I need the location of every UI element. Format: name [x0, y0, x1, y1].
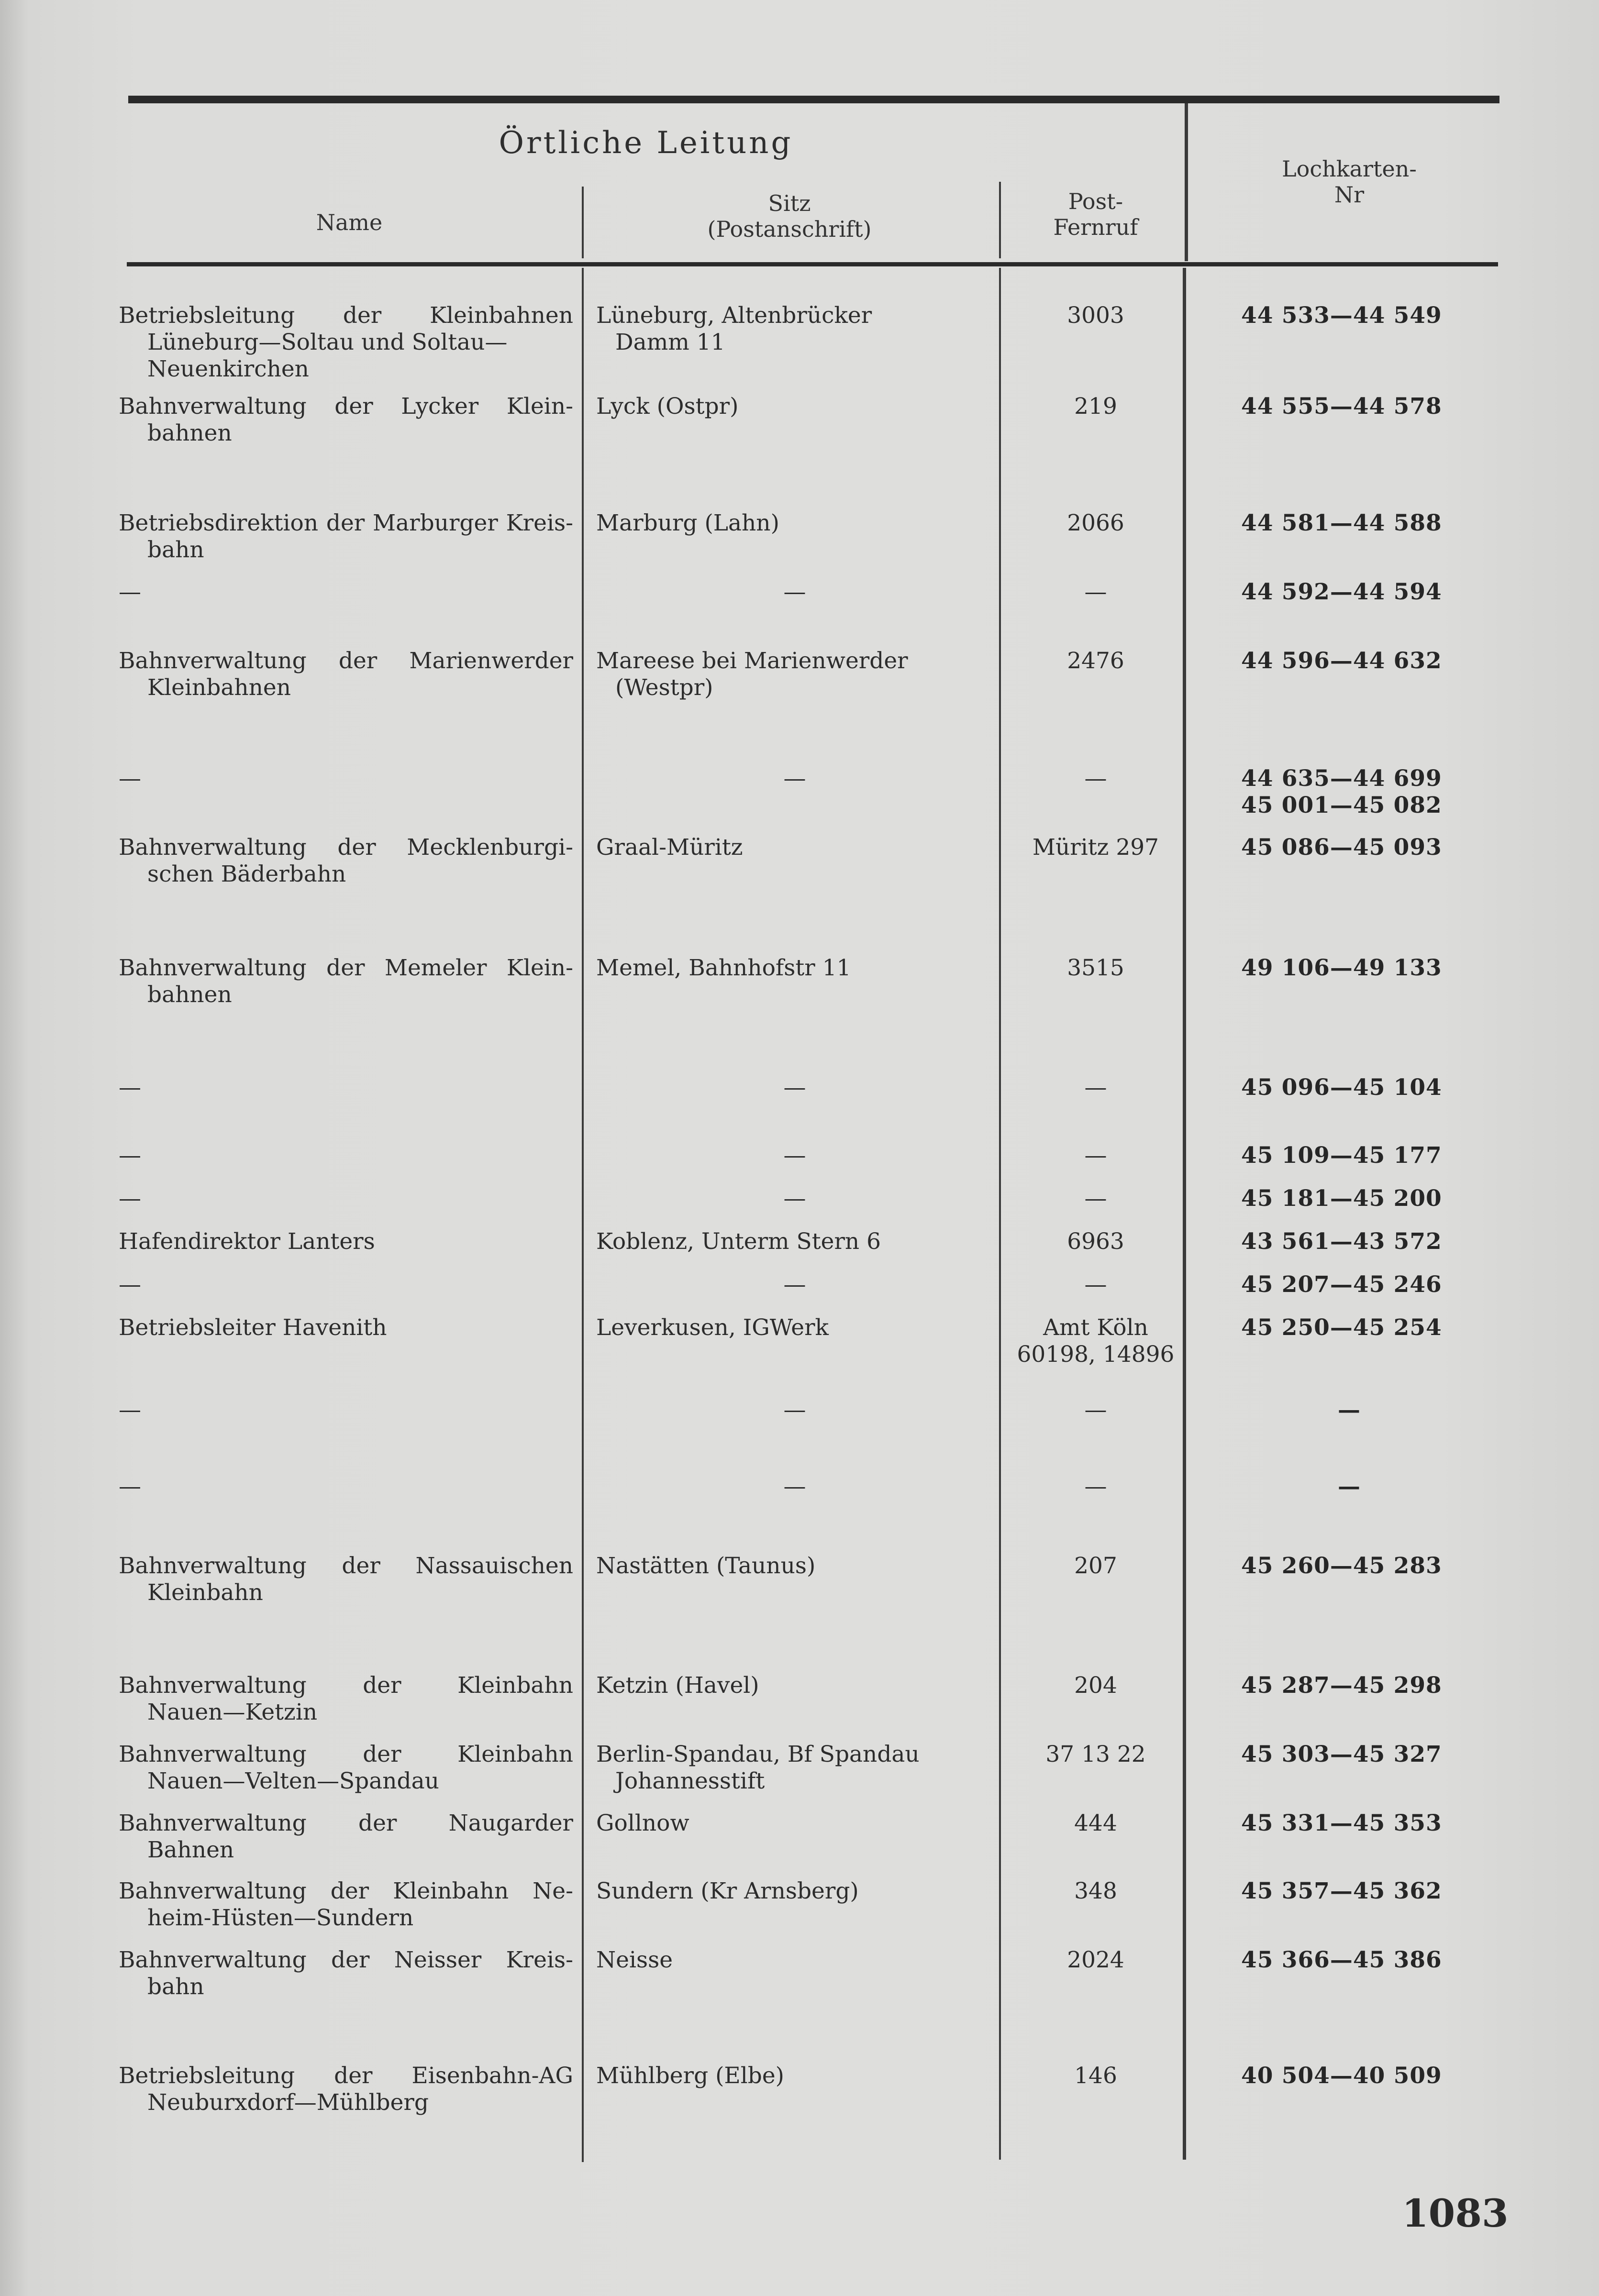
row-3-fernruf-cell	[1014, 510, 1177, 537]
sitz-line: Neisse	[596, 1947, 673, 1973]
row-6-nr-cell	[1241, 765, 1490, 819]
name-line: Bahnen	[147, 1837, 234, 1863]
sitz-line: Lyck (Ostpr)	[596, 393, 739, 419]
row-3-nr-cell	[1241, 510, 1490, 537]
name-line: Nauen—Ketzin	[147, 1699, 318, 1725]
fernruf-line: 204	[1074, 1672, 1117, 1699]
column-header-fernruf: Post- Fernruf	[1053, 188, 1138, 240]
name-line: —	[119, 765, 141, 792]
row-13-nr-cell	[1241, 1271, 1490, 1298]
sitz-line: Gollnow	[596, 1810, 689, 1836]
row-3-sitz-cell	[596, 510, 993, 537]
row-16-nr-cell	[1215, 1473, 1483, 1500]
name-line: Neuburxdorf—Mühlberg	[147, 2089, 429, 2116]
header-bottom-rule	[127, 262, 1498, 266]
sitz-line: Leverkusen, IGWerk	[596, 1314, 829, 1341]
row-21-nr-cell	[1241, 1878, 1490, 1905]
nr-line: 45 303—45 327	[1241, 1741, 1442, 1767]
name-line: Bahnverwaltung der Kleinbahn	[119, 1741, 573, 1767]
nr-line: —	[1338, 1397, 1361, 1423]
name-line: Hafendirektor Lanters	[119, 1228, 375, 1255]
row-23-sitz-cell	[596, 2063, 993, 2089]
row-15-nr-cell	[1215, 1397, 1483, 1424]
divider-sitz-fernruf-body	[999, 268, 1001, 2160]
name-line: —	[119, 1397, 141, 1423]
name-line: —	[119, 579, 141, 605]
row-7-name-cell	[119, 834, 573, 888]
row-2-sitz-cell	[596, 393, 993, 420]
row-11-sitz-cell	[596, 1185, 993, 1212]
row-15-sitz-cell	[596, 1397, 993, 1424]
fernruf-line: —	[1084, 1074, 1107, 1101]
fernruf-line: —	[1084, 1271, 1107, 1298]
fernruf-line: 207	[1074, 1553, 1117, 1579]
sitz-line: —	[783, 1397, 806, 1423]
row-16-sitz-cell	[596, 1473, 993, 1500]
name-line: Bahnverwaltung der Kleinbahn Ne-	[119, 1878, 573, 1904]
fernruf-line: Amt Köln	[1043, 1314, 1148, 1341]
nr-line: 45 096—45 104	[1241, 1074, 1442, 1101]
row-7-nr-cell	[1241, 834, 1490, 861]
row-17-name-cell	[119, 1553, 573, 1606]
name-line: bahn	[147, 1974, 204, 2000]
row-10-nr-cell	[1241, 1142, 1490, 1169]
row-8-fernruf-cell	[1014, 955, 1177, 982]
row-18-name-cell	[119, 1672, 573, 1726]
divider-sitz-fernruf	[999, 182, 1001, 258]
row-11-fernruf-cell	[1014, 1185, 1177, 1212]
nr-line: 43 561—43 572	[1241, 1228, 1442, 1255]
fernruf-line: Müritz 297	[1032, 834, 1159, 861]
row-10-sitz-cell	[596, 1142, 993, 1169]
name-line: —	[119, 1185, 141, 1212]
row-12-nr-cell	[1241, 1228, 1490, 1255]
nr-line: 45 260—45 283	[1241, 1553, 1442, 1579]
name-line: Neuenkirchen	[147, 356, 309, 382]
row-8-sitz-cell	[596, 955, 993, 982]
sitz-line: (Westpr)	[615, 674, 713, 701]
name-line: Bahnverwaltung der Naugarder	[119, 1810, 573, 1836]
sitz-line: Lüneburg, Altenbrücker	[596, 302, 872, 329]
row-9-nr-cell	[1241, 1074, 1490, 1101]
row-14-name-cell	[119, 1314, 573, 1341]
row-14-fernruf-cell	[1014, 1314, 1177, 1368]
nr-line: 45 287—45 298	[1241, 1672, 1442, 1699]
name-line: —	[119, 1074, 141, 1101]
nr-line: 44 592—44 594	[1241, 579, 1442, 605]
row-10-fernruf-cell	[1014, 1142, 1177, 1169]
sitz-line: Ketzin (Havel)	[596, 1672, 759, 1699]
fernruf-line: 444	[1074, 1810, 1117, 1836]
row-5-sitz-cell	[596, 648, 993, 701]
row-8-name-cell	[119, 955, 573, 1008]
divider-name-sitz-body	[582, 268, 584, 2162]
sitz-line: Marburg (Lahn)	[596, 510, 779, 536]
fernruf-line: —	[1084, 1185, 1107, 1212]
sitz-line: —	[783, 1185, 806, 1212]
row-21-name-cell	[119, 1878, 573, 1932]
divider-fernruf-nr	[1185, 103, 1188, 261]
fernruf-line: 3003	[1067, 302, 1124, 329]
row-23-fernruf-cell	[1014, 2063, 1177, 2089]
column-header-sitz: Sitz (Postanschrift)	[707, 190, 872, 242]
name-line: bahn	[147, 537, 204, 563]
name-line: schen Bäderbahn	[147, 861, 346, 887]
sitz-line: Mareese bei Marienwerder	[596, 648, 908, 674]
row-19-nr-cell	[1241, 1741, 1490, 1768]
fernruf-line: 2066	[1067, 510, 1124, 536]
sitz-line: Graal-Müritz	[596, 834, 743, 861]
name-line: Lüneburg—Soltau und Soltau—	[147, 329, 508, 355]
fernruf-line: 219	[1074, 393, 1117, 419]
row-16-fernruf-cell	[1014, 1473, 1177, 1500]
fernruf-line: 37 13 22	[1045, 1741, 1146, 1767]
row-20-name-cell	[119, 1810, 573, 1864]
nr-line: 44 635—44 699	[1241, 765, 1442, 792]
name-line: Bahnverwaltung der Marienwerder	[119, 648, 573, 674]
fernruf-line: 348	[1074, 1878, 1117, 1904]
row-5-nr-cell	[1241, 648, 1490, 674]
row-22-fernruf-cell	[1014, 1947, 1177, 1974]
row-13-sitz-cell	[596, 1271, 993, 1298]
row-18-sitz-cell	[596, 1672, 993, 1699]
fernruf-line: 60198, 14896	[1017, 1341, 1175, 1368]
sitz-line: —	[783, 1271, 806, 1298]
row-22-sitz-cell	[596, 1947, 993, 1974]
nr-line: 45 331—45 353	[1241, 1810, 1442, 1836]
nr-line: 45 207—45 246	[1241, 1271, 1442, 1298]
sitz-line: —	[783, 1074, 806, 1101]
name-line: Kleinbahnen	[147, 674, 291, 701]
row-11-nr-cell	[1241, 1185, 1490, 1212]
row-19-sitz-cell	[596, 1741, 993, 1795]
fernruf-line: —	[1084, 765, 1107, 792]
fernruf-line: —	[1084, 1473, 1107, 1500]
nr-line: 44 581—44 588	[1241, 510, 1442, 536]
sitz-line: —	[783, 765, 806, 792]
row-21-sitz-cell	[596, 1878, 993, 1905]
row-12-name-cell	[119, 1228, 573, 1255]
page-number: 1083	[1402, 2191, 1509, 2236]
top-rule	[128, 96, 1499, 103]
row-17-nr-cell	[1241, 1553, 1490, 1579]
row-4-sitz-cell	[596, 579, 993, 606]
row-7-sitz-cell	[596, 834, 993, 861]
row-2-name-cell	[119, 393, 573, 447]
row-2-nr-cell	[1241, 393, 1490, 420]
name-line: Bahnverwaltung der Memeler Klein-	[119, 955, 573, 981]
nr-line: 45 366—45 386	[1241, 1947, 1442, 1973]
row-12-sitz-cell	[596, 1228, 993, 1255]
row-5-name-cell	[119, 648, 573, 701]
fernruf-line: 6963	[1067, 1228, 1124, 1255]
sitz-line: —	[783, 579, 806, 605]
name-line: bahnen	[147, 982, 232, 1008]
fernruf-line: 3515	[1067, 955, 1124, 981]
row-6-name-cell	[119, 765, 573, 792]
sitz-line: Johannesstift	[615, 1768, 765, 1794]
fernruf-line: 146	[1074, 2063, 1117, 2089]
column-header-lochkarten: Lochkarten- Nr	[1282, 156, 1417, 208]
row-10-name-cell	[119, 1142, 573, 1169]
name-line: Betriebsleitung der Eisenbahn-AG	[119, 2063, 573, 2089]
row-23-name-cell	[119, 2063, 573, 2116]
name-line: Betriebsleitung der Kleinbahnen	[119, 302, 573, 329]
sitz-line: Sundern (Kr Arnsberg)	[596, 1878, 859, 1904]
row-1-fernruf-cell	[1014, 302, 1177, 329]
fernruf-line: —	[1084, 1397, 1107, 1423]
name-line: Bahnverwaltung der Mecklenburgi-	[119, 834, 573, 861]
divider-fernruf-nr-body	[1183, 268, 1186, 2160]
row-17-sitz-cell	[596, 1553, 993, 1579]
name-line: Betriebsleiter Havenith	[119, 1314, 387, 1341]
row-1-name-cell	[119, 302, 573, 383]
row-2-fernruf-cell	[1014, 393, 1177, 420]
sitz-line: —	[783, 1473, 806, 1500]
table-title: Örtliche Leitung	[499, 125, 793, 161]
fernruf-line: 2024	[1067, 1947, 1124, 1973]
name-line: Bahnverwaltung der Nassauischen	[119, 1553, 573, 1579]
nr-line: 44 555—44 578	[1241, 393, 1442, 419]
row-6-sitz-cell	[596, 765, 993, 792]
row-7-fernruf-cell	[1014, 834, 1177, 861]
name-line: —	[119, 1473, 141, 1500]
row-4-fernruf-cell	[1014, 579, 1177, 606]
row-14-sitz-cell	[596, 1314, 993, 1341]
name-line: —	[119, 1271, 141, 1298]
nr-line: 44 596—44 632	[1241, 648, 1442, 674]
name-line: —	[119, 1142, 141, 1169]
name-line: Betriebsdirektion der Marburger Kreis-	[119, 510, 573, 536]
row-4-name-cell	[119, 579, 573, 606]
nr-line: 45 357—45 362	[1241, 1878, 1442, 1904]
name-line: Bahnverwaltung der Lycker Klein-	[119, 393, 573, 419]
name-line: Kleinbahn	[147, 1579, 263, 1606]
sitz-line: Berlin-Spandau, Bf Spandau	[596, 1741, 920, 1767]
row-3-name-cell	[119, 510, 573, 563]
row-14-nr-cell	[1241, 1314, 1490, 1341]
row-19-name-cell	[119, 1741, 573, 1795]
sitz-line: Mühlberg (Elbe)	[596, 2063, 785, 2089]
row-20-nr-cell	[1241, 1810, 1490, 1837]
row-22-nr-cell	[1241, 1947, 1490, 1974]
row-9-fernruf-cell	[1014, 1074, 1177, 1101]
fernruf-line: —	[1084, 579, 1107, 605]
row-22-name-cell	[119, 1947, 573, 2000]
sitz-line: —	[783, 1142, 806, 1169]
row-13-name-cell	[119, 1271, 573, 1298]
divider-name-sitz	[582, 187, 584, 258]
row-1-sitz-cell	[596, 302, 993, 356]
sitz-line: Damm 11	[615, 329, 725, 355]
row-15-name-cell	[119, 1397, 573, 1424]
nr-line: —	[1338, 1473, 1361, 1500]
row-17-fernruf-cell	[1014, 1553, 1177, 1579]
sitz-line: Koblenz, Unterm Stern 6	[596, 1228, 881, 1255]
fernruf-line: 2476	[1067, 648, 1124, 674]
row-13-fernruf-cell	[1014, 1271, 1177, 1298]
nr-line: 45 250—45 254	[1241, 1314, 1442, 1341]
row-8-nr-cell	[1241, 955, 1490, 982]
row-20-sitz-cell	[596, 1810, 993, 1837]
sitz-line: Memel, Bahnhofstr 11	[596, 955, 851, 981]
nr-line: 45 109—45 177	[1241, 1142, 1442, 1169]
fernruf-line: —	[1084, 1142, 1107, 1169]
row-11-name-cell	[119, 1185, 573, 1212]
row-18-nr-cell	[1241, 1672, 1490, 1699]
nr-line: 49 106—49 133	[1241, 955, 1442, 981]
row-21-fernruf-cell	[1014, 1878, 1177, 1905]
row-4-nr-cell	[1241, 579, 1490, 606]
row-5-fernruf-cell	[1014, 648, 1177, 674]
name-line: Bahnverwaltung der Kleinbahn	[119, 1672, 573, 1699]
row-20-fernruf-cell	[1014, 1810, 1177, 1837]
name-line: Bahnverwaltung der Neisser Kreis-	[119, 1947, 573, 1973]
name-line: bahnen	[147, 420, 232, 446]
row-12-fernruf-cell	[1014, 1228, 1177, 1255]
nr-line: 40 504—40 509	[1241, 2063, 1442, 2089]
row-6-fernruf-cell	[1014, 765, 1177, 792]
row-16-name-cell	[119, 1473, 573, 1500]
column-header-name: Name	[316, 210, 383, 235]
row-9-name-cell	[119, 1074, 573, 1101]
nr-line: 45 181—45 200	[1241, 1185, 1442, 1212]
name-line: heim-Hüsten—Sundern	[147, 1905, 414, 1931]
nr-line: 44 533—44 549	[1241, 302, 1442, 329]
nr-line: 45 001—45 082	[1241, 792, 1442, 818]
sitz-line: Nastätten (Taunus)	[596, 1553, 816, 1579]
row-23-nr-cell	[1241, 2063, 1490, 2089]
nr-line: 45 086—45 093	[1241, 834, 1442, 861]
row-19-fernruf-cell	[1014, 1741, 1177, 1768]
row-18-fernruf-cell	[1014, 1672, 1177, 1699]
row-15-fernruf-cell	[1014, 1397, 1177, 1424]
row-1-nr-cell	[1241, 302, 1490, 329]
name-line: Nauen—Velten—Spandau	[147, 1768, 439, 1794]
row-9-sitz-cell	[596, 1074, 993, 1101]
